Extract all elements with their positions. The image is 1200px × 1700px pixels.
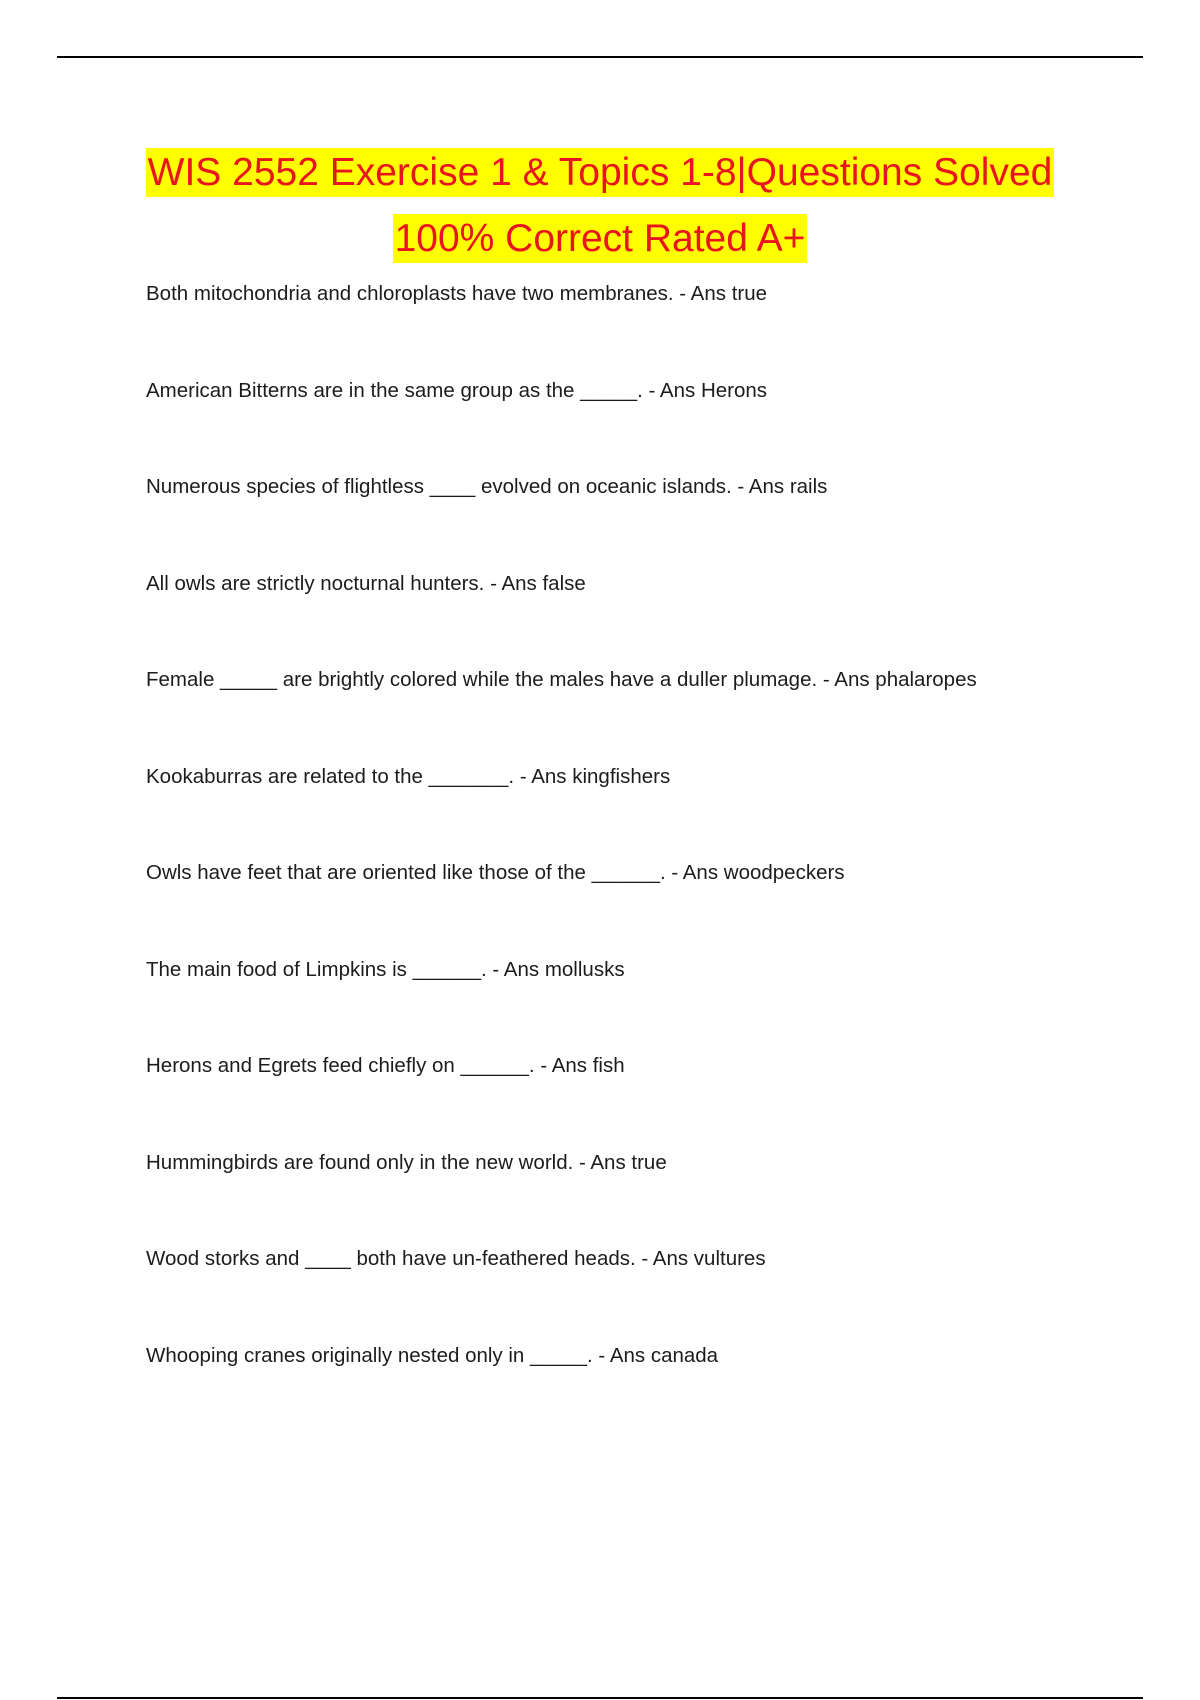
qa-item: Numerous species of flightless ____ evolved on oceanic islands. - Ans rails [146,475,828,498]
qa-item: Owls have feet that are oriented like those of the ______. - Ans woodpeckers [146,861,845,884]
qa-item: The main food of Limpkins is ______. - Ans mollusks [146,957,625,981]
footer-rule [57,1697,1143,1699]
qa-item: Female _____ are brightly colored while the males have a duller plumage. - Ans phalaropes [146,668,977,691]
qa-item: American Bitterns are in the same group as the _____. - Ans Herons [146,378,768,402]
qa-item: Both mitochondria and chloroplasts have two membranes. - Ans true [146,282,768,305]
document-title: WIS 2552 Exercise 1 & Topics 1-8|Questions Solved 100% Correct Rated A+ [146,148,1055,263]
qa-item: Herons and Egrets feed chiefly on ______. - Ans fish [146,1054,625,1077]
qa-item: Whooping cranes originally nested only in _____. - Ans canada [146,1343,719,1367]
header-rule [57,56,1143,58]
qa-item: Kookaburras are related to the _______. - Ans kingfishers [146,764,671,788]
qa-item: All owls are strictly nocturnal hunters. - Ans false [146,571,586,595]
qa-item: Hummingbirds are found only in the new world. - Ans true [146,1150,667,1174]
qa-item: Wood storks and ____ both have un-feathered heads. - Ans vultures [146,1247,766,1270]
question-answer-list [146,278,1126,1436]
title-block [100,144,1100,276]
